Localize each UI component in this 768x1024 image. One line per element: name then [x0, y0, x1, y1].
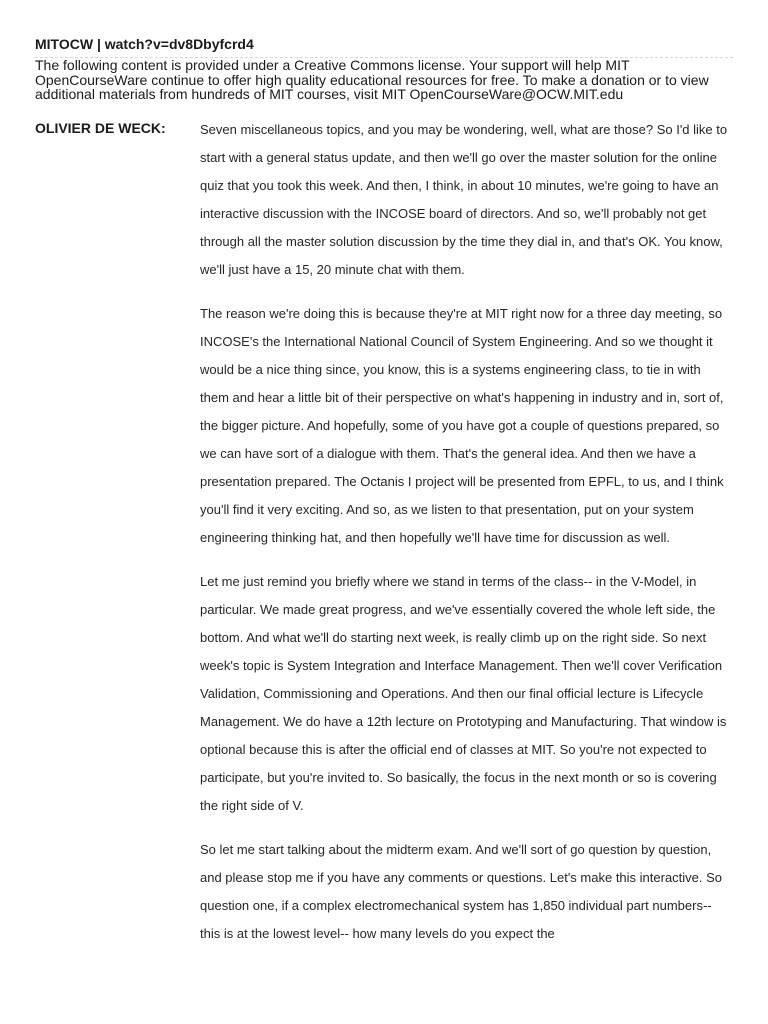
document-title: MITOCW | watch?v=dv8Dbyfcrd4	[35, 36, 254, 52]
transcript-paragraph: The reason we're doing this is because they're at MIT right now for a three day meeting, so INCOSE's the International National Council of System Engineering. And so we thought it would be a nice thing since, you know, this is a systems engineering class, to tie in with them and hear a little bit of their perspective on what's happening in industry and in, sort of, the bigger picture. And hopefully, some of you have got a couple of questions prepared, so we can have sort of a dialogue with them. That's the general idea. And then we have a presentation prepared. The Octanis I project will be presented from EPFL, to us, and I think you'll find it very exciting. And so, as we listen to that presentation, put on your system engineering thinking hat, and then hopefully we'll have time for discussion as well.	[200, 306, 724, 545]
transcript-paragraph: Seven miscellaneous topics, and you may be wondering, well, what are those? So I'd like to start with a general status update, and then we'll go over the master solution for the online quiz that you took this week. And then, I think, in about 10 minutes, we're going to have an interactive discussion with the INCOSE board of directors. And so, we'll probably not get through all the master solution discussion by the time they dial in, and that's OK. You know, we'll just have a 15, 20 minute chat with them.	[200, 122, 728, 277]
speaker-name: OLIVIER DE WECK:	[35, 120, 166, 136]
license-notice: The following content is provided under a Creative Commons license. Your support will help MIT OpenCourseWare continue to offer high quality educational resources for free. To make a donation or to view additional materials from hundreds of MIT courses, visit MIT OpenCourseWare@OCW.MIT.edu	[35, 57, 709, 102]
transcript-paragraph: Let me just remind you briefly where we stand in terms of the class-- in the V-Model, in particular. We made great progress, and we've essentially covered the whole left side, the bottom. And what we'll do starting next week, is really climb up on the right side. So next week's topic is System Integration and Interface Management. Then we'll cover Verification Validation, Commissioning and Operations. And then our final official lecture is Lifecycle Management. We do have a 12th lecture on Prototyping and Manufacturing. That window is optional because this is after the official end of classes at MIT. So you're not expected to participate, but you're invited to. So basically, the focus in the next month or so is covering the right side of V.	[200, 574, 727, 813]
transcript-body	[200, 116, 733, 964]
transcript-paragraph: So let me start talking about the midterm exam. And we'll sort of go question by question, and please stop me if you have any comments or questions. Let's make this interactive. So question one, if a complex electromechanical system has 1,850 individual part numbers-- this is at the lowest level-- how many levels do you expect the	[200, 842, 723, 941]
